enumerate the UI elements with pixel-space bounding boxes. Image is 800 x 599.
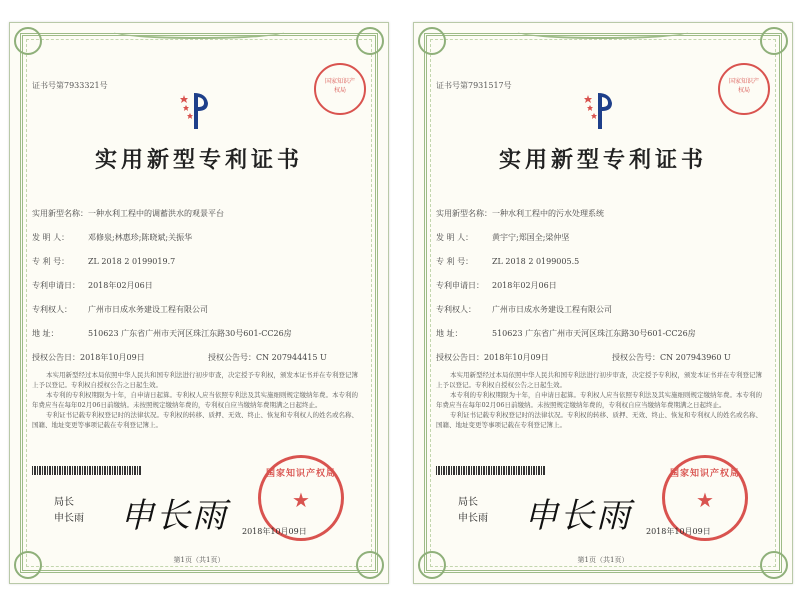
field-patent-number: 专 利 号： ZL 2018 2 0199019.7 xyxy=(32,257,176,266)
official-seal: 国家知识产权局 ★ xyxy=(258,455,344,541)
certificate-right xyxy=(413,22,793,584)
patent-office-emblem-icon xyxy=(584,89,616,131)
notice-text: 本实用新型经过本局依照中华人民共和国专利法进行初步审查，决定授予专利权，颁发本证书并在专利登记簿上予以登记。专利权自授权公告之日起生效。 本专利的专利权期限为十年，自申请日起算。专利权人应当依照专利法及其实施细则规定缴纳年费。本专利的年费应当在每年02月06日前缴纳。未按照规定缴纳年费的，专利权自应当缴纳年费期满之日起终止。 专利证书记载专利权登记时的法律状况。专利权的转移、质押、无效、终止、恢复和专利权人的姓名或名称、国籍、地址变更等事项记载在专利登记簿上。 xyxy=(32,371,358,429)
handwritten-signature: 申长雨 xyxy=(524,496,632,536)
seal-date: 2018年10月09日 xyxy=(242,527,307,536)
certificate-title: 实用新型专利证书 xyxy=(94,147,303,173)
field-inventors: 发 明 人： 黄宇宁;郑国全;梁仲坚 xyxy=(436,233,570,242)
field-inventors: 发 明 人： 邓修泉;林惠珍;陈晓斌;关振华 xyxy=(32,233,193,242)
field-application-date: 专利申请日： 2018年02月06日 xyxy=(32,281,153,290)
field-grant-date: 授权公告日：2018年10月09日 xyxy=(32,353,145,362)
certificate-number: 证书号第7931517号 xyxy=(436,81,512,90)
corner-ornament xyxy=(356,27,384,55)
seal-date: 2018年10月09日 xyxy=(646,527,711,536)
handwritten-signature: 申长雨 xyxy=(120,496,228,536)
corner-ornament xyxy=(418,27,446,55)
field-address: 地 址： 510623 广东省广州市天河区珠江东路30号601-CC26房 xyxy=(32,329,292,338)
certificate-number: 证书号第7933321号 xyxy=(32,81,108,90)
corner-ornament xyxy=(14,27,42,55)
field-grant-date: 授权公告日：2018年10月09日 xyxy=(436,353,549,362)
barcode-strip xyxy=(436,466,546,475)
official-seal: 国家知识产权局 ★ xyxy=(662,455,748,541)
field-patent-number: 专 利 号： ZL 2018 2 0199005.5 xyxy=(436,257,580,266)
chief-name: 申长雨 xyxy=(54,513,84,524)
field-grant-number: 授权公告号：CN 207943960 U xyxy=(612,353,731,362)
field-grant-number: 授权公告号：CN 207944415 U xyxy=(208,353,327,362)
chief-name: 申长雨 xyxy=(458,513,488,524)
certificate-title: 实用新型专利证书 xyxy=(498,147,707,173)
chief-title: 局长 xyxy=(54,497,74,508)
notice-text: 本实用新型经过本局依照中华人民共和国专利法进行初步审查，决定授予专利权，颁发本证书并在专利登记簿上予以登记。专利权自授权公告之日起生效。 本专利的专利权期限为十年，自申请日起算。专利权人应当依照专利法及其实施细则规定缴纳年费。本专利的年费应当在每年02月06日前缴纳。未按照规定缴纳年费的，专利权自应当缴纳年费期满之日起终止。 专利证书记载专利权登记时的法律状况。专利权的转移、质押、无效、终止、恢复和专利权人的姓名或名称、国籍、地址变更等事项记载在专利登记簿上。 xyxy=(436,371,762,429)
page-number: 第1页（共1页） xyxy=(173,556,225,564)
field-address: 地 址： 510623 广东省广州市天河区珠江东路30号601-CC26房 xyxy=(436,329,696,338)
top-ornament xyxy=(114,25,284,39)
patent-office-emblem-icon xyxy=(180,89,212,131)
chief-title: 局长 xyxy=(458,497,478,508)
seal-stamp-small: 国家知识产权局 xyxy=(718,63,770,115)
field-application-date: 专利申请日： 2018年02月06日 xyxy=(436,281,557,290)
field-patentee: 专利权人： 广州市日成水务建设工程有限公司 xyxy=(32,305,208,314)
field-patentee: 专利权人： 广州市日成水务建设工程有限公司 xyxy=(436,305,612,314)
seal-stamp-small: 国家知识产权局 xyxy=(314,63,366,115)
corner-ornament xyxy=(760,27,788,55)
barcode-strip xyxy=(32,466,142,475)
field-utility-name: 实用新型名称：一种水利工程中的调蓄洪水的观景平台 xyxy=(32,209,224,218)
top-ornament xyxy=(518,25,688,39)
field-utility-name: 实用新型名称：一种水利工程中的污水处理系统 xyxy=(436,209,604,218)
certificate-left xyxy=(9,22,389,584)
page-number: 第1页（共1页） xyxy=(577,556,629,564)
